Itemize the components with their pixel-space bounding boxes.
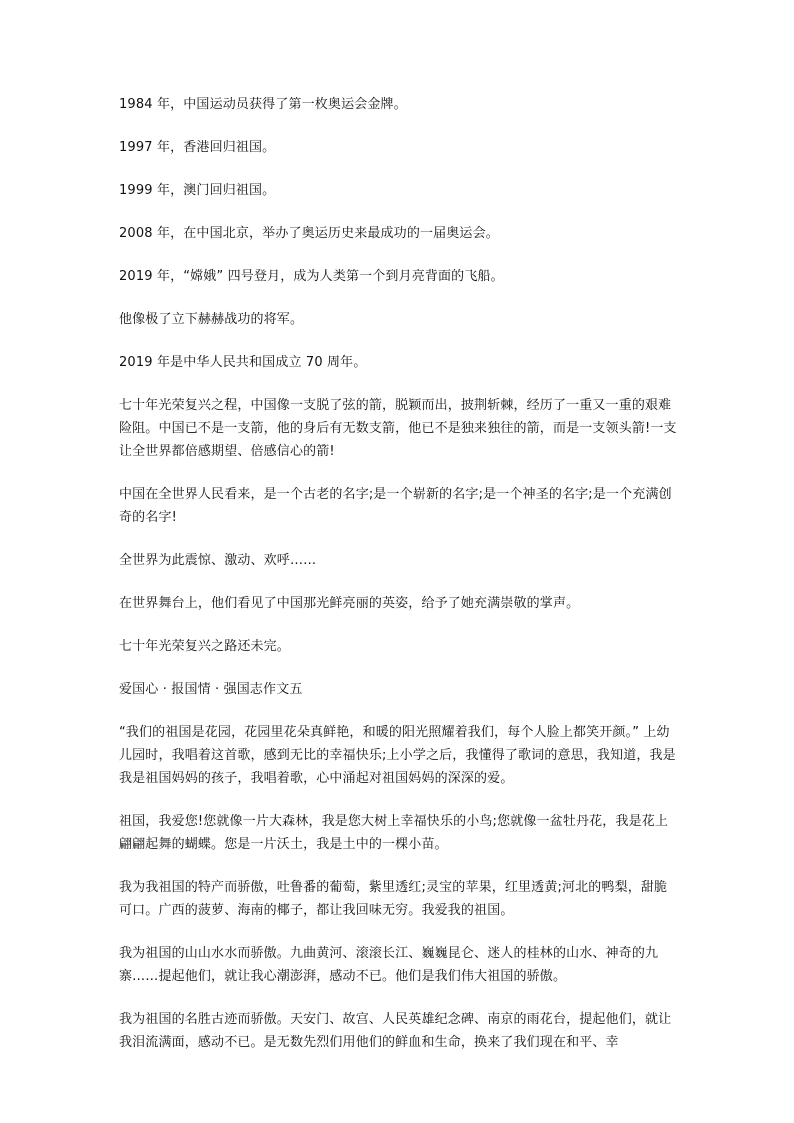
paragraph-road-unfinished: 七十年光荣复兴之路还未完。 [119,639,290,654]
paragraph-china-name: 中国在全世界人民看来，是一个古老的名字;是一个崭新的名字;是一个神圣的名字;是一个充满创奇的名字! [119,487,672,525]
paragraph-2008: 2008 年，在中国北京，举办了奥运历史来最成功的一届奥运会。 [119,226,499,241]
paragraph-1997: 1997 年，香港回归祖国。 [119,140,276,155]
paragraph-seventy-years-arrow: 七十年光荣复兴之程，中国像一支脱了弦的箭，脱颖而出，披荆斩棘，经历了一重又一重的艰难险阻。中国已不是一支箭，他的身后有无数支箭，他已不是独来独往的箭，而是一支领头箭!一支让全世界都倍感期望、倍感信心的箭! [119,398,677,459]
paragraph-world-reaction: 全世界为此震惊、激动、欢呼…… [119,553,317,568]
paragraph-specialties: 我为我祖国的特产而骄傲，吐鲁番的葡萄，紫里透红;灵宝的苹果，红里透黄;河北的鸭梨，甜脆可口。广西的菠萝、海南的椰子，都让我回味无穷。我爱我的祖国。 [119,880,668,918]
paragraph-1999: 1999 年，澳门回归祖国。 [119,183,276,198]
paragraph-1984: 1984 年，中国运动员获得了第一枚奥运会金牌。 [119,97,407,112]
paragraph-landscapes: 我为祖国的山山水水而骄傲。九曲黄河、滚滚长江、巍巍昆仑、迷人的桂林的山水、神奇的九寨……提起他们，就让我心潮澎湃，感动不已。他们是我们伟大祖国的骄傲。 [119,946,659,984]
paragraph-general: 他像极了立下赫赫战功的将军。 [119,312,304,327]
paragraph-2019-anniversary: 2019 年是中华人民共和国成立 70 周年。 [119,355,367,370]
paragraph-love-motherland: 祖国，我爱您!您就像一片大森林，我是您大树上幸福快乐的小鸟;您就像一盆牡丹花，我是花上翩翩起舞的蝴蝶。您是一片沃土，我是土中的一棵小苗。 [119,814,669,852]
document-body [119,93,679,1074]
paragraph-song: “我们的祖国是花园，花园里花朵真鲜艳，和暖的阳光照耀着我们，每个人脸上都笑开颜。” 上幼儿园时，我唱着这首歌，感到无比的幸福快乐;上小学之后，我懂得了歌词的意思，我知道，我是我是祖国妈妈的孩子，我唱着歌，心中涌起对祖国妈妈的深深的爱。 [119,725,676,786]
essay-heading: 爱国心 · 报国情 · 强国志作文五 [119,682,303,697]
paragraph-historic-sites: 我为祖国的名胜古迹而骄傲。天安门、故宫、人民英雄纪念碑、南京的雨花台，提起他们，就让我泪流满面，感动不已。是无数先烈们用他们的鲜血和生命，换来了我们现在和平、幸 [119,1012,672,1050]
paragraph-2019-change: 2019 年，“嫦娥” 四号登月，成为人类第一个到月亮背面的飞船。 [119,269,504,284]
paragraph-world-stage: 在世界舞台上，他们看见了中国那光鲜亮丽的英姿，给予了她充满崇敬的掌声。 [119,596,580,611]
